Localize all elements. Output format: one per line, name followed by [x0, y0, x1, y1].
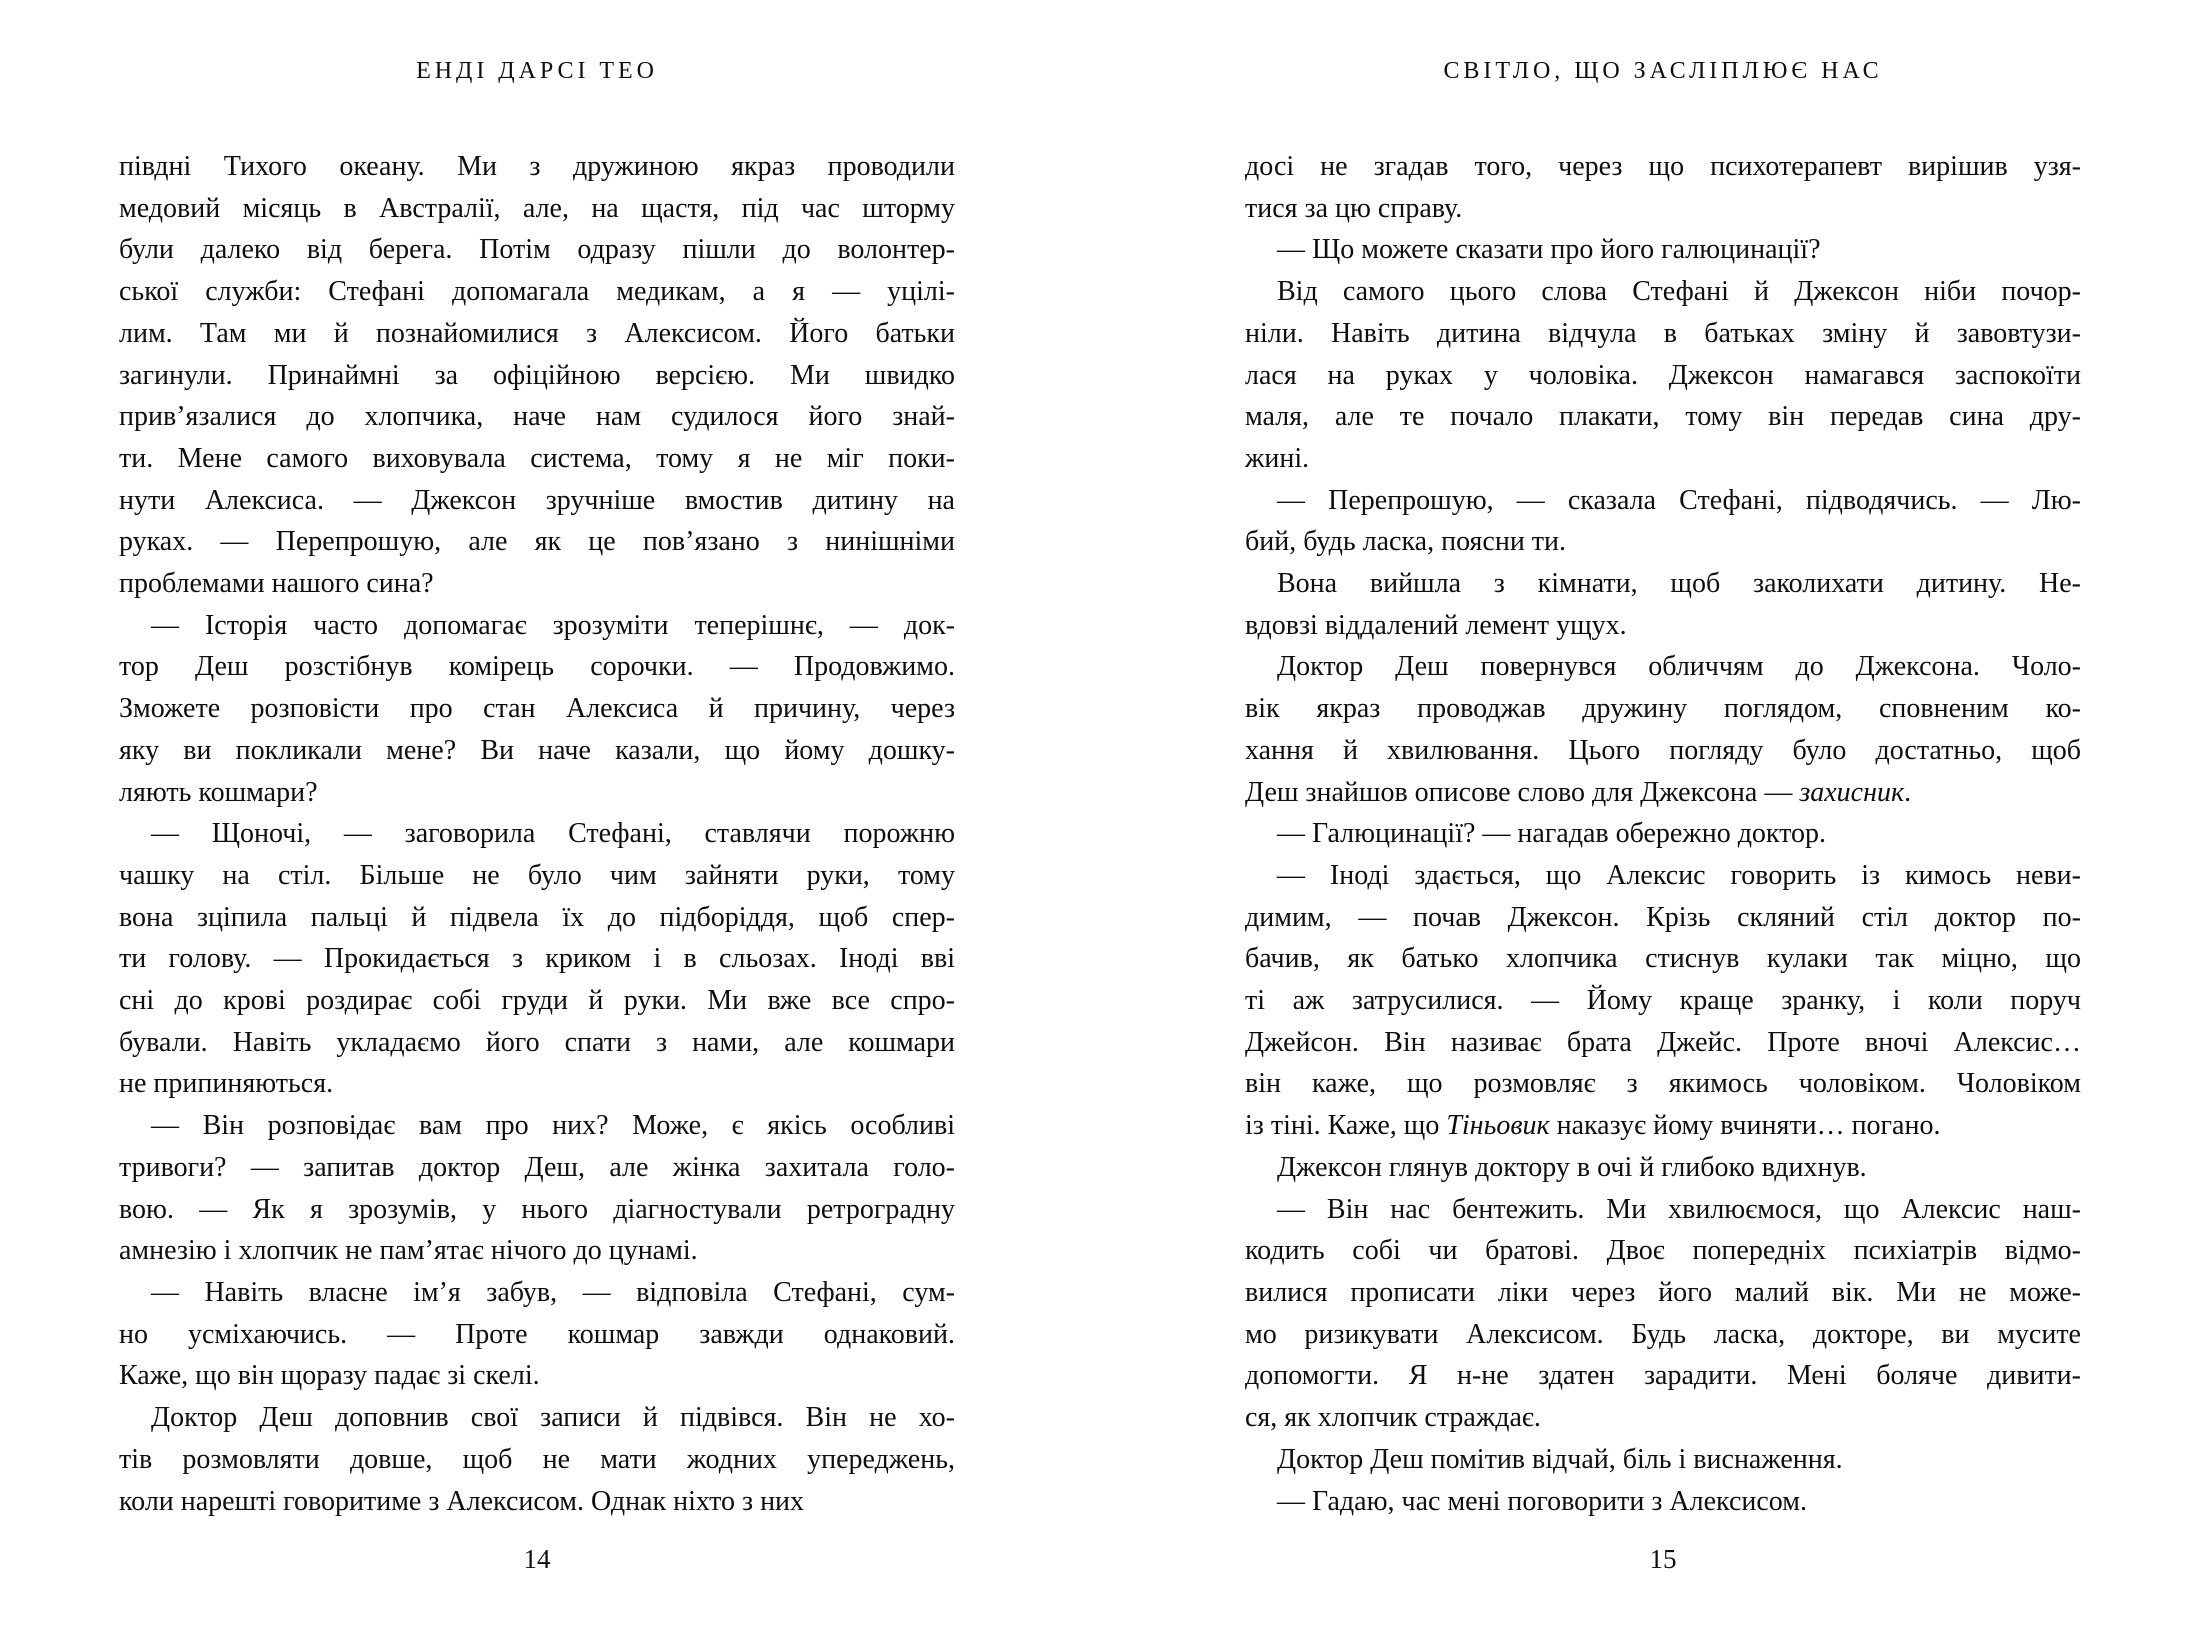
text-line: — Історія часто допомагає зрозуміти теперішнє, — док-	[151, 609, 955, 641]
text-line: Вона вийшла з кімнати, щоб заколихати дитину. Не-	[1277, 568, 2081, 600]
text-line: прив’язалися до хлопчика, наче нам судилося його знай-	[119, 401, 955, 433]
text-line: ніли. Навіть дитина відчула в батьках зміну й завовтузи-	[1245, 317, 2081, 349]
page-number-right: 15	[1649, 1544, 1677, 1574]
text-line: тривоги? — запитав доктор Деш, але жінка захитала голо-	[119, 1151, 955, 1183]
text-line: Доктор Деш доповнив свої записи й підвівся. Він не хо-	[151, 1402, 955, 1434]
text-line: мо ризикувати Алексисом. Будь ласка, докторе, ви мусите	[1245, 1318, 2081, 1350]
text-line: — Щоночі, — заговорила Стефані, ставлячи порожню	[151, 818, 955, 850]
text-line: вона зціпила пальці й підвела їх до підборіддя, щоб спер-	[119, 901, 955, 933]
text-line: ти. Мене самого виховувала система, тому я не міг поки-	[119, 442, 955, 474]
text-line: ської служби: Стефані допомагала медикам, а я — уцілі-	[119, 276, 955, 308]
text-line: бий, будь ласка, поясни ти.	[1245, 526, 1567, 558]
text-line: — Він нас бентежить. Ми хвилюємося, що Алексис наш-	[1277, 1193, 2081, 1225]
text-line: медовий місяць в Австралії, але, на щастя, під час шторму	[119, 192, 955, 224]
text-line: хання й хвилювання. Цього погляду було достатньо, щоб	[1245, 734, 2081, 766]
text-line: — Перепрошую, — сказала Стефані, підводячись. — Лю-	[1277, 484, 2081, 516]
text-line: вдовзі віддалений лемент ущух.	[1245, 609, 1627, 641]
running-header-right: СВІТЛО, ЩО ЗАСЛІПЛЮЄ НАС	[1443, 58, 1883, 84]
text-line: Джейсон. Він називає брата Джейс. Проте вночі Алексис…	[1245, 1026, 2081, 1058]
text-line: не припиняються.	[119, 1068, 334, 1100]
text-line: тів розмовляти довше, щоб не мати жодних упереджень,	[119, 1443, 955, 1475]
running-header-left: ЕНДІ ДАРСІ ТЕО	[416, 58, 658, 84]
text-line: ся, як хлопчик страждає.	[1245, 1402, 1541, 1434]
text-line: загинули. Принаймні за офіційною версією. Ми швидко	[119, 359, 955, 391]
text-line: ті аж затрусилися. — Йому краще зранку, і коли поруч	[1245, 985, 2081, 1017]
text-line: були далеко від берега. Потім одразу пішли до волонтер-	[119, 234, 955, 266]
text-line: коли нарешті говоритиме з Алексисом. Однак ніхто з них	[119, 1485, 805, 1517]
text-line: — Галюцинації? — нагадав обережно доктор.	[1277, 818, 1827, 850]
right-page	[1100, 0, 2200, 1650]
text-line: тися за цю справу.	[1245, 192, 1463, 224]
text-line: вік якраз проводжав дружину поглядом, сповненим ко-	[1245, 693, 2081, 725]
text-line: но усміхаючись. — Проте кошмар завжди однаковий.	[119, 1318, 955, 1350]
text-line: Джексон глянув доктору в очі й глибоко вдихнув.	[1277, 1151, 1867, 1183]
text-line: допомогти. Я н-не здатен зарадити. Мені боляче дивити-	[1245, 1360, 2081, 1392]
text-line: тор Деш розстібнув комірець сорочки. — Продовжимо.	[119, 651, 955, 683]
text-line: Доктор Деш повернувся обличчям до Джексона. Чоло-	[1277, 651, 2081, 683]
text-line: Зможете розповісти про стан Алексиса й причину, через	[119, 693, 955, 725]
text-line: лася на руках у чоловіка. Джексон намагався заспокоїти	[1245, 359, 2081, 391]
text-line: вилися прописати ліки через його малий вік. Ми не може-	[1245, 1276, 2081, 1308]
text-line: — Що можете сказати про його галюцинації?	[1277, 234, 1821, 266]
text-line: — Іноді здається, що Алексис говорить із кимось неви-	[1277, 859, 2081, 891]
text-line: — Навіть власне ім’я забув, — відповіла Стефані, сум-	[151, 1276, 955, 1308]
text-line: ти голову. — Прокидається з криком і в сльозах. Іноді вві	[119, 943, 955, 975]
page-number-left: 14	[523, 1544, 551, 1574]
text-line: ляють кошмари?	[119, 776, 318, 808]
text-line: Доктор Деш помітив відчай, біль і виснаження.	[1277, 1443, 1843, 1475]
text-line: вою. — Як я зрозумів, у нього діагностували ретроградну	[119, 1193, 955, 1225]
text-line: лим. Там ми й познайомилися з Алексисом. Його батьки	[119, 317, 955, 349]
text-line: із тіні. Каже, що Тіньовик наказує йому вчиняти… погано.	[1245, 1110, 1941, 1142]
text-line: Від самого цього слова Стефані й Джексон ніби почор-	[1277, 276, 2081, 308]
text-line: він каже, що розмовляє з якимось чоловіком. Чоловіком	[1245, 1068, 2081, 1100]
text-line: амнезію і хлопчик не пам’ятає нічого до цунамі.	[119, 1235, 698, 1267]
text-line: чашку на стіл. Більше не було чим зайняти руки, тому	[119, 859, 955, 891]
text-line: руках. — Перепрошую, але як це пов’язано з нинішніми	[119, 526, 955, 558]
text-line: кодить собі чи братові. Двоє попередніх психіатрів відмо-	[1245, 1235, 2081, 1267]
text-line: яку ви покликали мене? Ви наче казали, що йому дошку-	[119, 734, 955, 766]
text-line: бували. Навіть укладаємо його спати з нами, але кошмари	[119, 1026, 955, 1058]
text-line: бачив, як батько хлопчика стиснув кулаки так міцно, що	[1245, 943, 2081, 975]
left-page-text	[119, 146, 955, 1522]
text-line: досі не згадав того, через що психотерапевт вирішив узя-	[1245, 151, 2081, 182]
right-page-text	[1245, 146, 2081, 1522]
text-line: димим, — почав Джексон. Крізь скляний стіл доктор по-	[1245, 901, 2081, 933]
text-line: жині.	[1245, 442, 1310, 474]
text-line: сні до крові роздирає собі груди й руки. Ми вже все спро-	[119, 985, 955, 1017]
text-line: маля, але те почало плакати, тому він передав сина дру-	[1245, 401, 2081, 433]
text-line: Деш знайшов описове слово для Джексона — захисник.	[1245, 776, 1912, 808]
text-line: — Він розповідає вам про них? Може, є якісь особливі	[151, 1110, 955, 1142]
text-line: проблемами нашого сина?	[119, 568, 434, 600]
text-line: — Гадаю, час мені поговорити з Алексисом.	[1277, 1485, 1807, 1517]
text-line: півдні Тихого океану. Ми з дружиною якраз проводили	[119, 151, 955, 182]
text-line: нути Алексиса. — Джексон зручніше вмостив дитину на	[119, 484, 955, 516]
text-line: Каже, що він щоразу падає зі скелі.	[119, 1360, 540, 1392]
